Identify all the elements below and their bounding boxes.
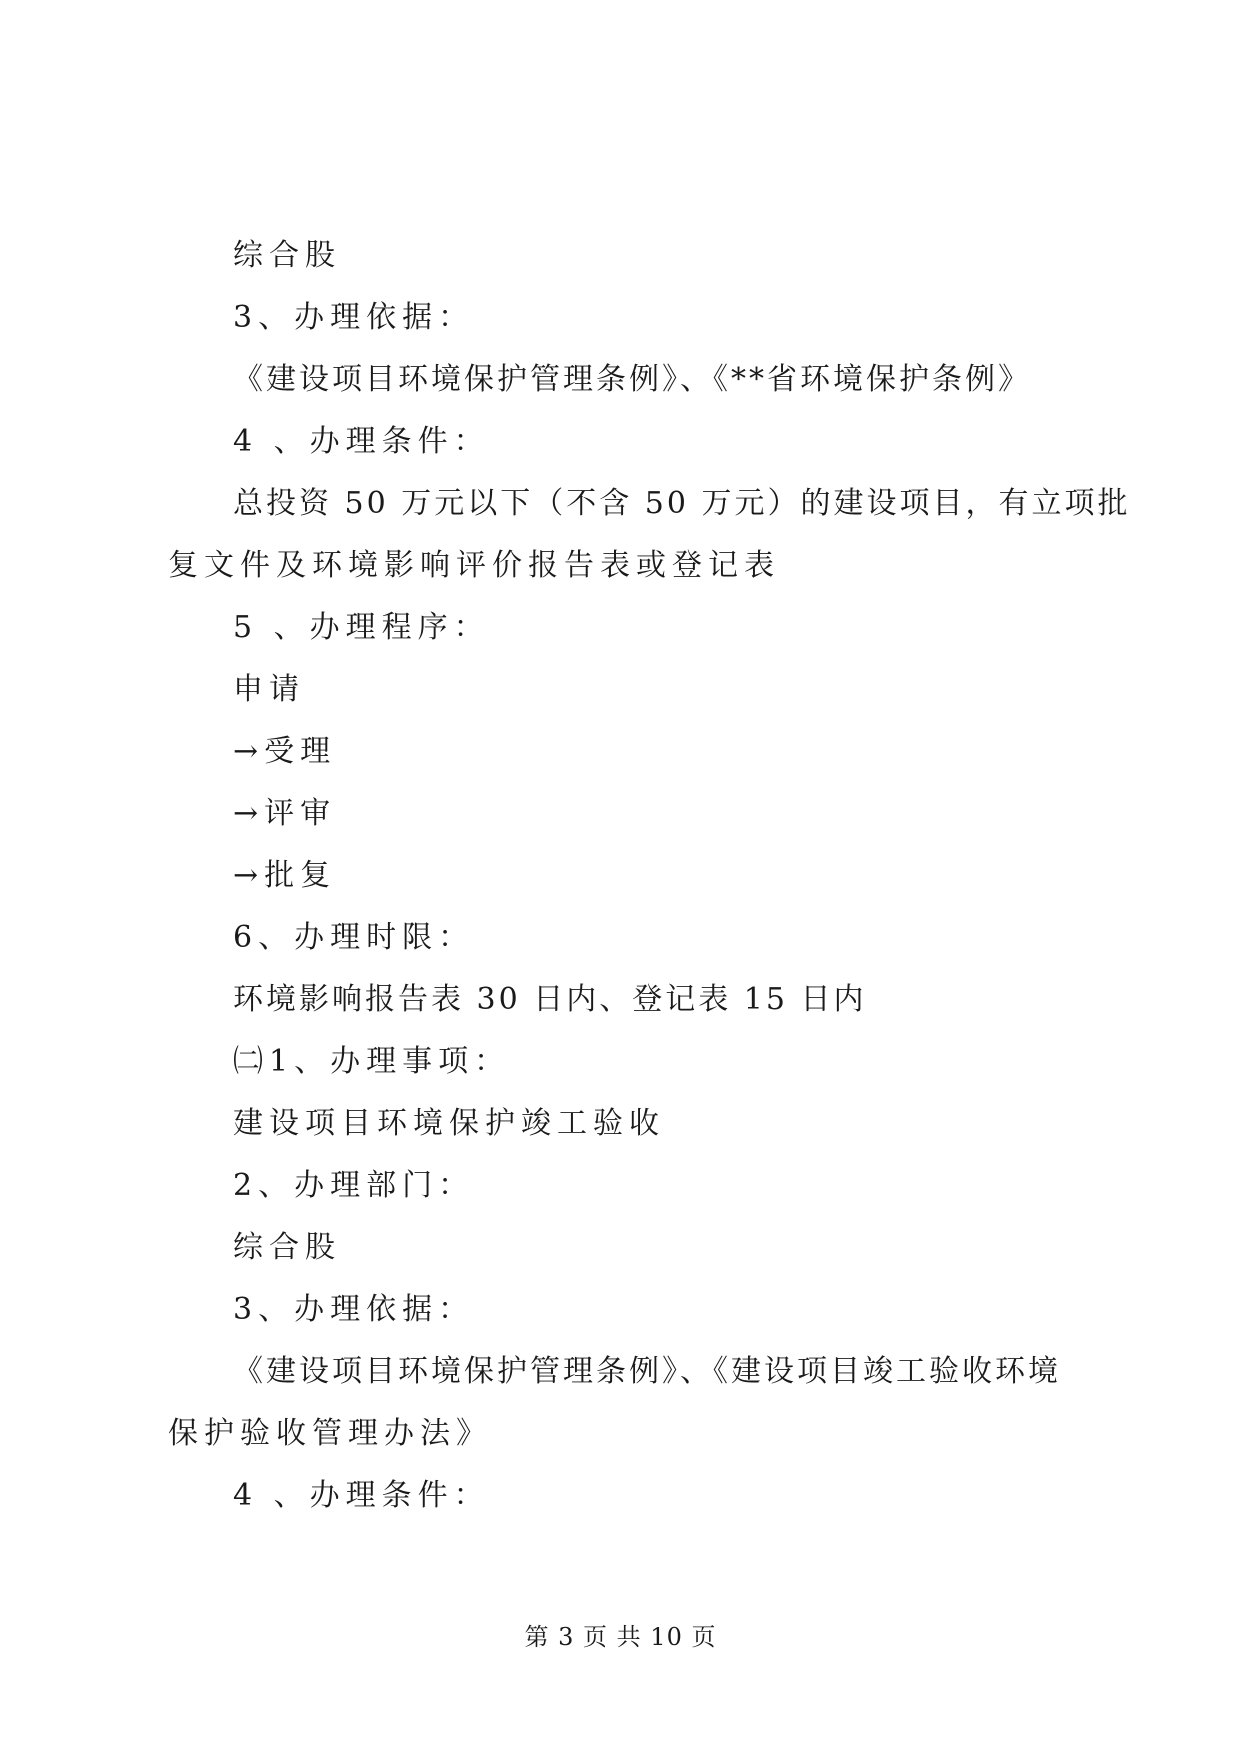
text-line: 2、办理部门： xyxy=(233,1168,475,1203)
text-line: 6、办理时限： xyxy=(233,920,475,955)
page-number-footer: 第 3 页 共 10 页 xyxy=(524,1623,717,1651)
text-line: 复文件及环境影响评价报告表或登记表 xyxy=(168,548,780,583)
text-line: 5 、办理程序： xyxy=(233,610,490,645)
text-line: 环境影响报告表 30 日内、登记表 15 日内 xyxy=(233,982,867,1017)
text-line: →评审 xyxy=(233,796,337,831)
text-line: 综合股 xyxy=(233,1230,341,1265)
text-line: 4 、办理条件： xyxy=(233,1478,490,1513)
text-line: 3、办理依据： xyxy=(233,1292,475,1327)
text-line: 《建设项目环境保护管理条例》、《建设项目竣工验收环境 xyxy=(233,1354,1061,1389)
text-line: →批复 xyxy=(233,858,337,893)
text-line: 申请 xyxy=(233,672,305,707)
text-line: 4 、办理条件： xyxy=(233,424,490,459)
text-line: 3、办理依据： xyxy=(233,300,475,335)
text-line: 保护验收管理办法》 xyxy=(168,1416,492,1451)
text-line: ㈡1、办理事项： xyxy=(233,1044,511,1079)
text-line: 总投资 50 万元以下（不含 50 万元）的建设项目，有立项批 xyxy=(233,486,1131,521)
text-line: 综合股 xyxy=(233,238,341,273)
text-line: 《建设项目环境保护管理条例》、《**省环境保护条例》 xyxy=(233,362,1031,397)
text-line: →受理 xyxy=(233,734,337,769)
text-line: 建设项目环境保护竣工验收 xyxy=(233,1106,665,1141)
